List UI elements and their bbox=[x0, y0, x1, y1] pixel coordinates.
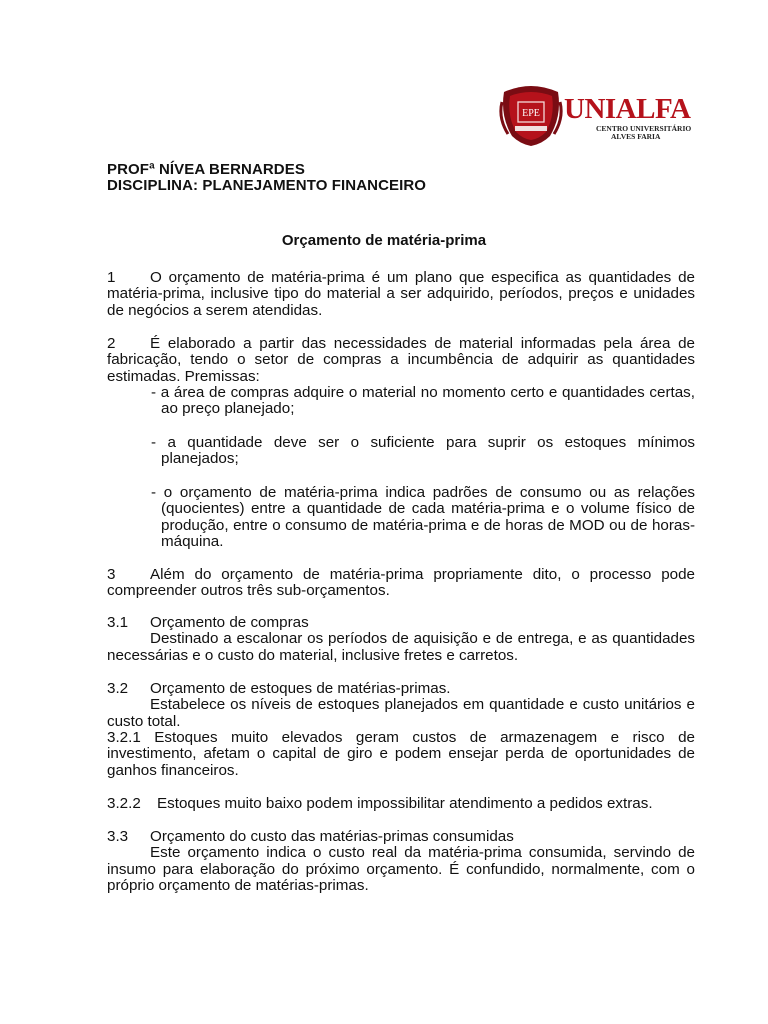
brand-subtitle-1: CENTRO UNIVERSITÁRIO bbox=[596, 124, 692, 133]
section-3 bbox=[107, 567, 695, 600]
section-text: É elaborado a partir das necessidades de material informadas pela área de bbox=[150, 335, 695, 352]
section-number: 3.3 bbox=[107, 828, 129, 845]
section-3-1 bbox=[107, 615, 695, 664]
section-3-2-1 bbox=[107, 730, 695, 779]
svg-text:EPE: EPE bbox=[522, 108, 540, 119]
section-text: Estabelece os níveis de estoques planejados em quantidade e custo unitários e bbox=[150, 696, 695, 714]
brand-subtitle-2: ALVES FARIA bbox=[611, 132, 661, 141]
section-number: 3.2.2 bbox=[107, 795, 141, 812]
document-header bbox=[107, 162, 426, 194]
brand-name: UNIALFA bbox=[564, 93, 691, 125]
section-number: 1 bbox=[107, 269, 116, 286]
section-number: 2 bbox=[107, 335, 116, 352]
section-text: Estoques muito elevados geram custos de armazenagem e risco de investimento, afetam o capital de giro e podem ensejar perda de oportunidades de ganhos financeiros. bbox=[107, 729, 695, 779]
section-number: 3 bbox=[107, 566, 116, 583]
section-text: compreender outros três sub-orçamentos. bbox=[107, 582, 390, 600]
premise-bullet-1: - a área de compras adquire o material no momento certo e quantidades certas, ao preço planejado; bbox=[151, 384, 695, 418]
section-3-2-2 bbox=[107, 796, 695, 812]
section-3-2 bbox=[107, 681, 695, 730]
section-heading: Orçamento de estoques de matérias-primas. bbox=[150, 680, 451, 697]
premise-bullet-2: - a quantidade deve ser o suficiente para suprir os estoques mínimos planejados; bbox=[151, 434, 695, 468]
section-heading: Orçamento do custo das matérias-primas consumidas bbox=[150, 828, 514, 845]
section-2 bbox=[107, 336, 695, 385]
section-text: insumo para elaboração do próximo orçamento. É confundido, normalmente, com o próprio orçamento de matérias-primas. bbox=[107, 860, 695, 895]
section-number: 3.2 bbox=[107, 680, 129, 697]
section-1 bbox=[107, 270, 695, 319]
professor-name: PROFª NÍVEA BERNARDES bbox=[107, 161, 305, 178]
discipline-name: DISCIPLINA: PLANEJAMENTO FINANCEIRO bbox=[107, 177, 427, 194]
section-3-3 bbox=[107, 829, 695, 895]
section-text: O orçamento de matéria-prima é um plano que especifica as quantidades de bbox=[150, 269, 695, 286]
section-text: matéria-prima, inclusive tipo do material a ser adquirido, períodos, preços e unidades de negócios a serem atendidas. bbox=[107, 285, 695, 319]
section-text: Destinado a escalonar os períodos de aquisição e de entrega, e as quantidades bbox=[150, 630, 695, 648]
section-text: Este orçamento indica o custo real da matéria-prima consumida, servindo de bbox=[150, 844, 695, 862]
section-text: necessárias e o custo do material, inclusive fretes e carretos. bbox=[107, 646, 519, 664]
section-number: 3.1 bbox=[107, 614, 129, 631]
section-number: 3.2.1 bbox=[107, 729, 141, 746]
unialfa-logo bbox=[498, 82, 692, 150]
section-heading: Orçamento de compras bbox=[150, 614, 309, 631]
section-text: Além do orçamento de matéria-prima propriamente dito, o processo pode bbox=[150, 566, 695, 583]
premise-bullet-3: - o orçamento de matéria-prima indica padrões de consumo ou as relações (quocientes) entre a quantidade de cada matéria-prima e o volume físico de produção, entre o consumo de matéria-prima e de horas de MOD ou de horas-máquina. bbox=[151, 484, 695, 551]
section-text: custo total. bbox=[107, 712, 181, 730]
section-text: fabricação, tendo o setor de compras a incumbência de adquirir as quantidades estimadas. Premissas: bbox=[107, 351, 695, 385]
section-text: Estoques muito baixo podem impossibilitar atendimento a pedidos extras. bbox=[157, 795, 653, 812]
document-title: Orçamento de matéria-prima bbox=[281, 232, 487, 249]
